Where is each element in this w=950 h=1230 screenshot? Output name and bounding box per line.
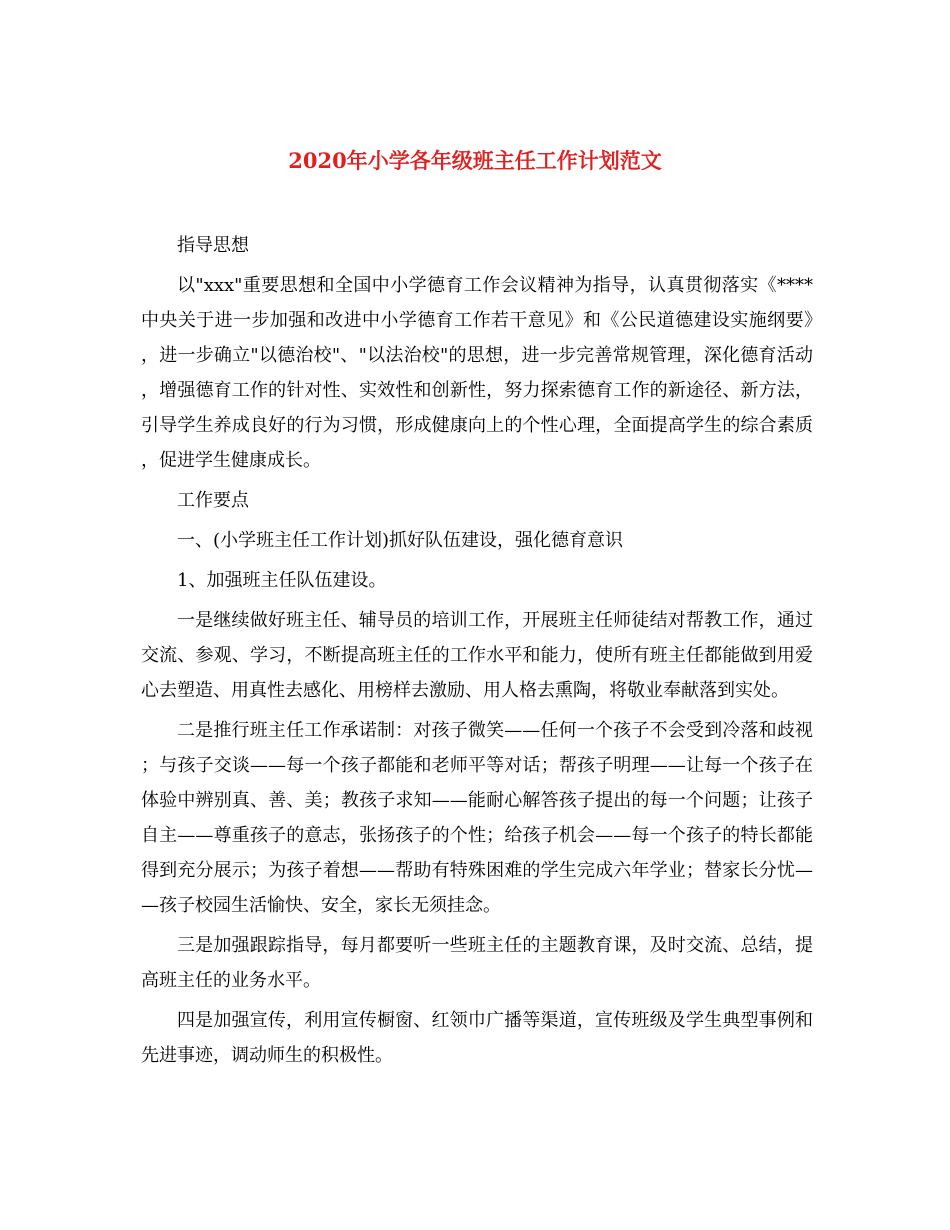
paragraph-guiding-thought: 以"xxx"重要思想和全国中小学德育工作会议精神为指导，认真贯彻落实《****中央关于进一步加强和改进中小学德育工作若干意见》和《公民道德建设实施纲要》，进一步确立"以德治校"、"以法治校"的思想，进一步完善常规管理，深化德育活动，增强德育工作的针对性、实效性和创新性，努力探索德育工作的新途径、新方法，引导学生养成良好的行为习惯，形成健康向上的个性心理，全面提高学生的综合素质，促进学生健康成长。 (141, 275, 813, 471)
heading-guiding-thought: 指导思想 (177, 235, 249, 256)
document-body (141, 228, 813, 1078)
subsection-heading-1: 1、加强班主任队伍建设。 (177, 570, 387, 591)
paragraph-point-2: 二是推行班主任工作承诺制：对孩子微笑——任何一个孩子不会受到冷落和歧视；与孩子交谈——每一个孩子都能和老师平等对话；帮孩子明理——让每一个孩子在体验中辨别真、善、美；教孩子求知——能耐心解答孩子提出的每一个问题；让孩子自主——尊重孩子的意志，张扬孩子的个性；给孩子机会——每一个孩子的特长都能得到充分展示；为孩子着想——帮助有特殊困难的学生完成六年学业；替家长分忧——孩子校园生活愉快、安全，家长无须挂念。 (141, 720, 813, 916)
heading-work-points: 工作要点 (177, 490, 249, 511)
document-title: 2020年小学各年级班主任工作计划范文 (288, 148, 662, 173)
paragraph-point-1: 一是继续做好班主任、辅导员的培训工作，开展班主任师徒结对帮教工作，通过交流、参观、学习，不断提高班主任的工作水平和能力，使所有班主任都能做到用爱心去塑造、用真性去感化、用榜样去激励、用人格去熏陶，将敬业奉献落到实处。 (141, 610, 813, 701)
paragraph-point-4: 四是加强宣传，利用宣传橱窗、红领巾广播等渠道，宣传班级及学生典型事例和先进事迹，调动师生的积极性。 (141, 1010, 813, 1066)
section-heading-1: 一、(小学班主任工作计划)抓好队伍建设，强化德育意识 (177, 530, 624, 551)
paragraph-point-3: 三是加强跟踪指导，每月都要听一些班主任的主题教育课，及时交流、总结，提高班主任的业务水平。 (141, 935, 813, 991)
